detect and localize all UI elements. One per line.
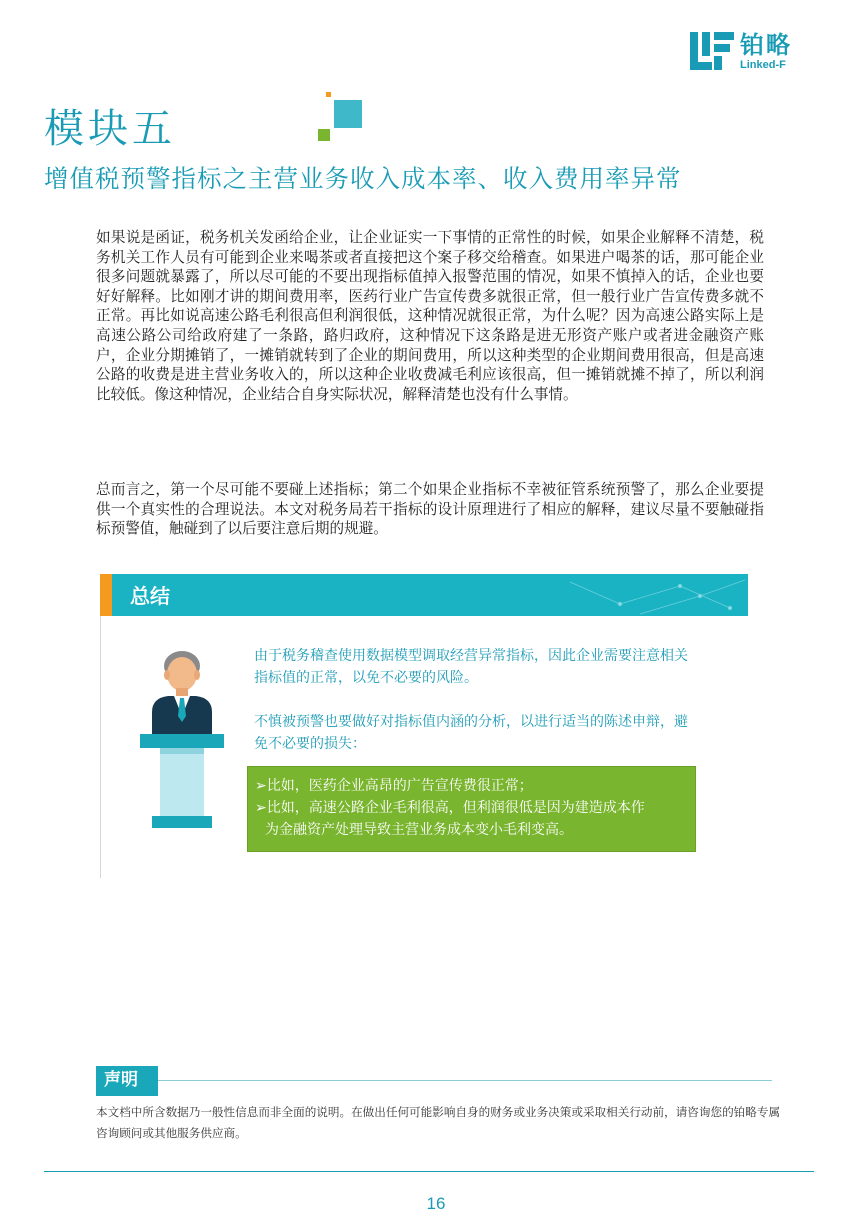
summary-accent-bar <box>100 574 112 616</box>
summary-heading: 总结 <box>130 584 170 608</box>
deco-square-green <box>318 129 330 141</box>
summary-divider <box>100 616 101 878</box>
network-pattern-icon <box>100 574 748 616</box>
logo-english-name: Linked-F <box>740 59 786 71</box>
example-item-2: ➢比如，高速公路企业毛利很高，但利润很低是因为建造成本作 <box>255 800 645 816</box>
disclaimer-text: 本文档中所含数据乃一般性信息而非全面的说明。在做出任何可能影响自身的财务或业务决策或采取相关行动前，请咨询您的铂略专属咨询顾问或其他服务供应商。 <box>96 1105 781 1140</box>
example-item-2-continued: 为金融资产处理导致主营业务成本变小毛利变高。 <box>265 822 573 838</box>
footer-divider <box>44 1171 814 1172</box>
linked-f-logo-icon <box>690 32 734 70</box>
module-title: 模块五 <box>44 106 176 152</box>
page-number: 16 <box>426 1194 446 1213</box>
speaker-at-podium-icon <box>134 646 230 836</box>
disclaimer-heading: 声明 <box>104 1070 138 1090</box>
module-subtitle: 增值税预警指标之主营业务收入成本率、收入费用率异常 <box>44 164 682 193</box>
example-item-1: ➢比如，医药企业高昂的广告宣传费很正常； <box>255 778 533 794</box>
logo-chinese-name: 铂略 <box>740 31 792 59</box>
body-paragraph-2: 总而言之，第一个尽可能不要碰上述指标；第二个如果企业指标不幸被征管系统预警了，那么企业要提供一个真实性的合理说法。本文对税务局若干指标的设计原理进行了相应的解释，建议尽量不要触碰指标预警值，触碰到了以后要注意后期的规避。 <box>96 481 764 538</box>
summary-header-bar <box>100 574 748 616</box>
deco-square-teal <box>334 100 362 128</box>
body-paragraph-1: 如果说是函证，税务机关发函给企业，让企业证实一下事情的正常性的时候，如果企业解释不清楚，税务机关工作人员有可能到企业来喝茶或者直接把这个案子移交给稽查。如果进户喝茶的话，那可能企业很多问题就暴露了，所以尽可能的不要出现指标值掉入报警范围的情况，如果不慎掉入的话，企业也要好好解释。比如刚才讲的期间费用率，医药行业广告宣传费多就很正常，但一般行业广告宣传费多就不正常。再比如说高速公路毛利很高但利润很低，这种情况就很正常，为什么呢？因为高速公路实际上是高速公路公司给政府建了一条路，路归政府，这种情况下这条路是进无形资产账户或者进金融资产账户，企业分期摊销了，一摊销就转到了企业的期间费用，所以这种类型的企业期间费用很高，但是高速公路的收费是进主营业务收入的，所以这种企业收费减毛利应该很高，但一摊销就摊不掉了，所以利润比较低。像这种情况，企业结合自身实际状况，解释清楚也没有什么事情。 <box>96 229 764 403</box>
summary-text-2: 不慎被预警也要做好对指标值内涵的分析，以进行适当的陈述申辩，避免不必要的损失： <box>254 714 688 752</box>
disclaimer-divider <box>158 1080 772 1081</box>
summary-text-1: 由于税务稽查使用数据模型调取经营异常指标，因此企业需要注意相关指标值的正常，以免不必要的风险。 <box>254 648 688 686</box>
brand-logo <box>690 32 810 72</box>
deco-square-small <box>326 92 331 97</box>
